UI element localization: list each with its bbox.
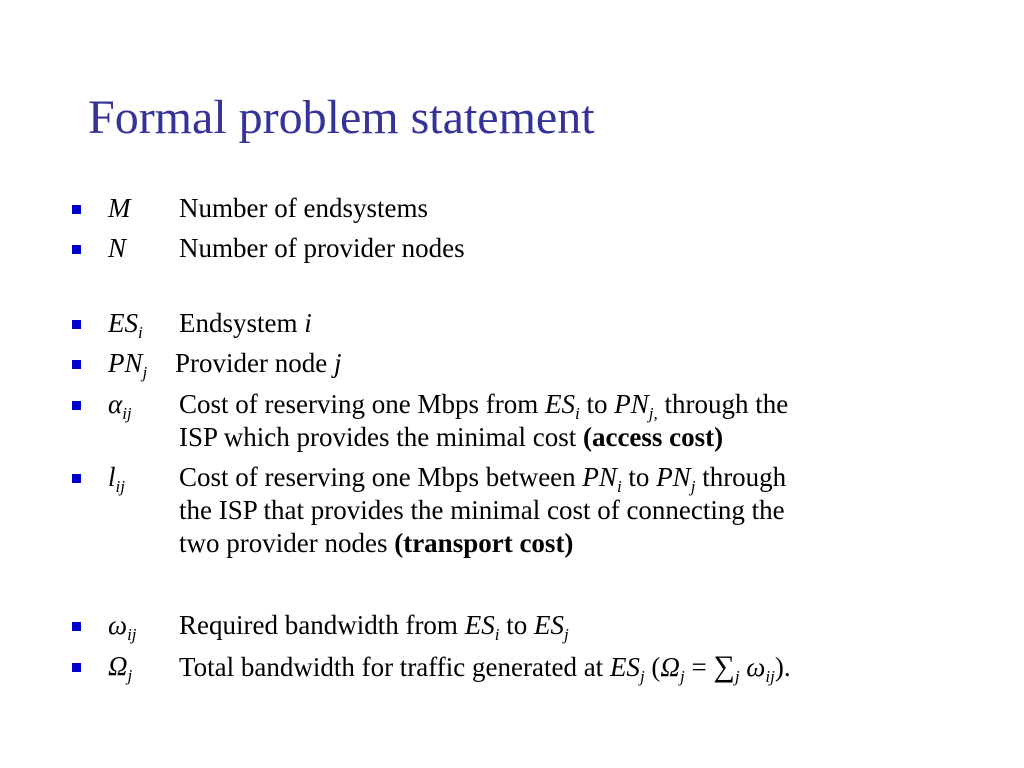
description: Cost of reserving one Mbps from $ES_i$ to $PN_{j,}$ through the ISP which provides the minimal cost (access cost) — [179, 389, 789, 452]
description: Number of endsystems — [179, 193, 428, 223]
description: Required bandwidth from $ES_i$ to $ES_j$ — [179, 610, 569, 644]
description: Total bandwidth for traffic generated at $ES_j$ ($\Omega_j = \sum_j$ $\omega_{ij}$). — [179, 650, 791, 686]
symbol: $PN_j$ — [108, 348, 148, 382]
description: Endsystem i — [179, 308, 312, 338]
bullet-square-icon — [72, 401, 81, 410]
bullet-square-icon — [72, 663, 81, 672]
symbol: $\alpha_{ij}$ — [108, 389, 132, 423]
bullet-square-icon — [72, 622, 81, 631]
bullet-square-icon — [72, 205, 81, 214]
slide-title: Formal problem statement — [88, 91, 595, 144]
description: Cost of reserving one Mbps between $PN_i$ to $PN_j$ through the ISP that provides the minimal cost of connecting the two provider nodes (transport cost) — [179, 462, 787, 558]
bullet-square-icon — [72, 245, 81, 254]
description: Number of provider nodes — [179, 233, 465, 263]
symbol: $\omega_{ij}$ — [108, 610, 137, 644]
bullet-square-icon — [72, 320, 81, 329]
symbol: M — [108, 193, 131, 223]
summation-symbol: ∑ — [713, 650, 735, 683]
symbol: $ES_i$ — [108, 308, 143, 342]
symbol: $\Omega_j$ — [108, 651, 133, 685]
bullet-square-icon — [72, 474, 81, 483]
bullet-square-icon — [72, 360, 81, 369]
description: Provider node j — [175, 348, 342, 378]
symbol: $l_{ij}$ — [108, 462, 125, 496]
symbol: N — [108, 233, 127, 263]
